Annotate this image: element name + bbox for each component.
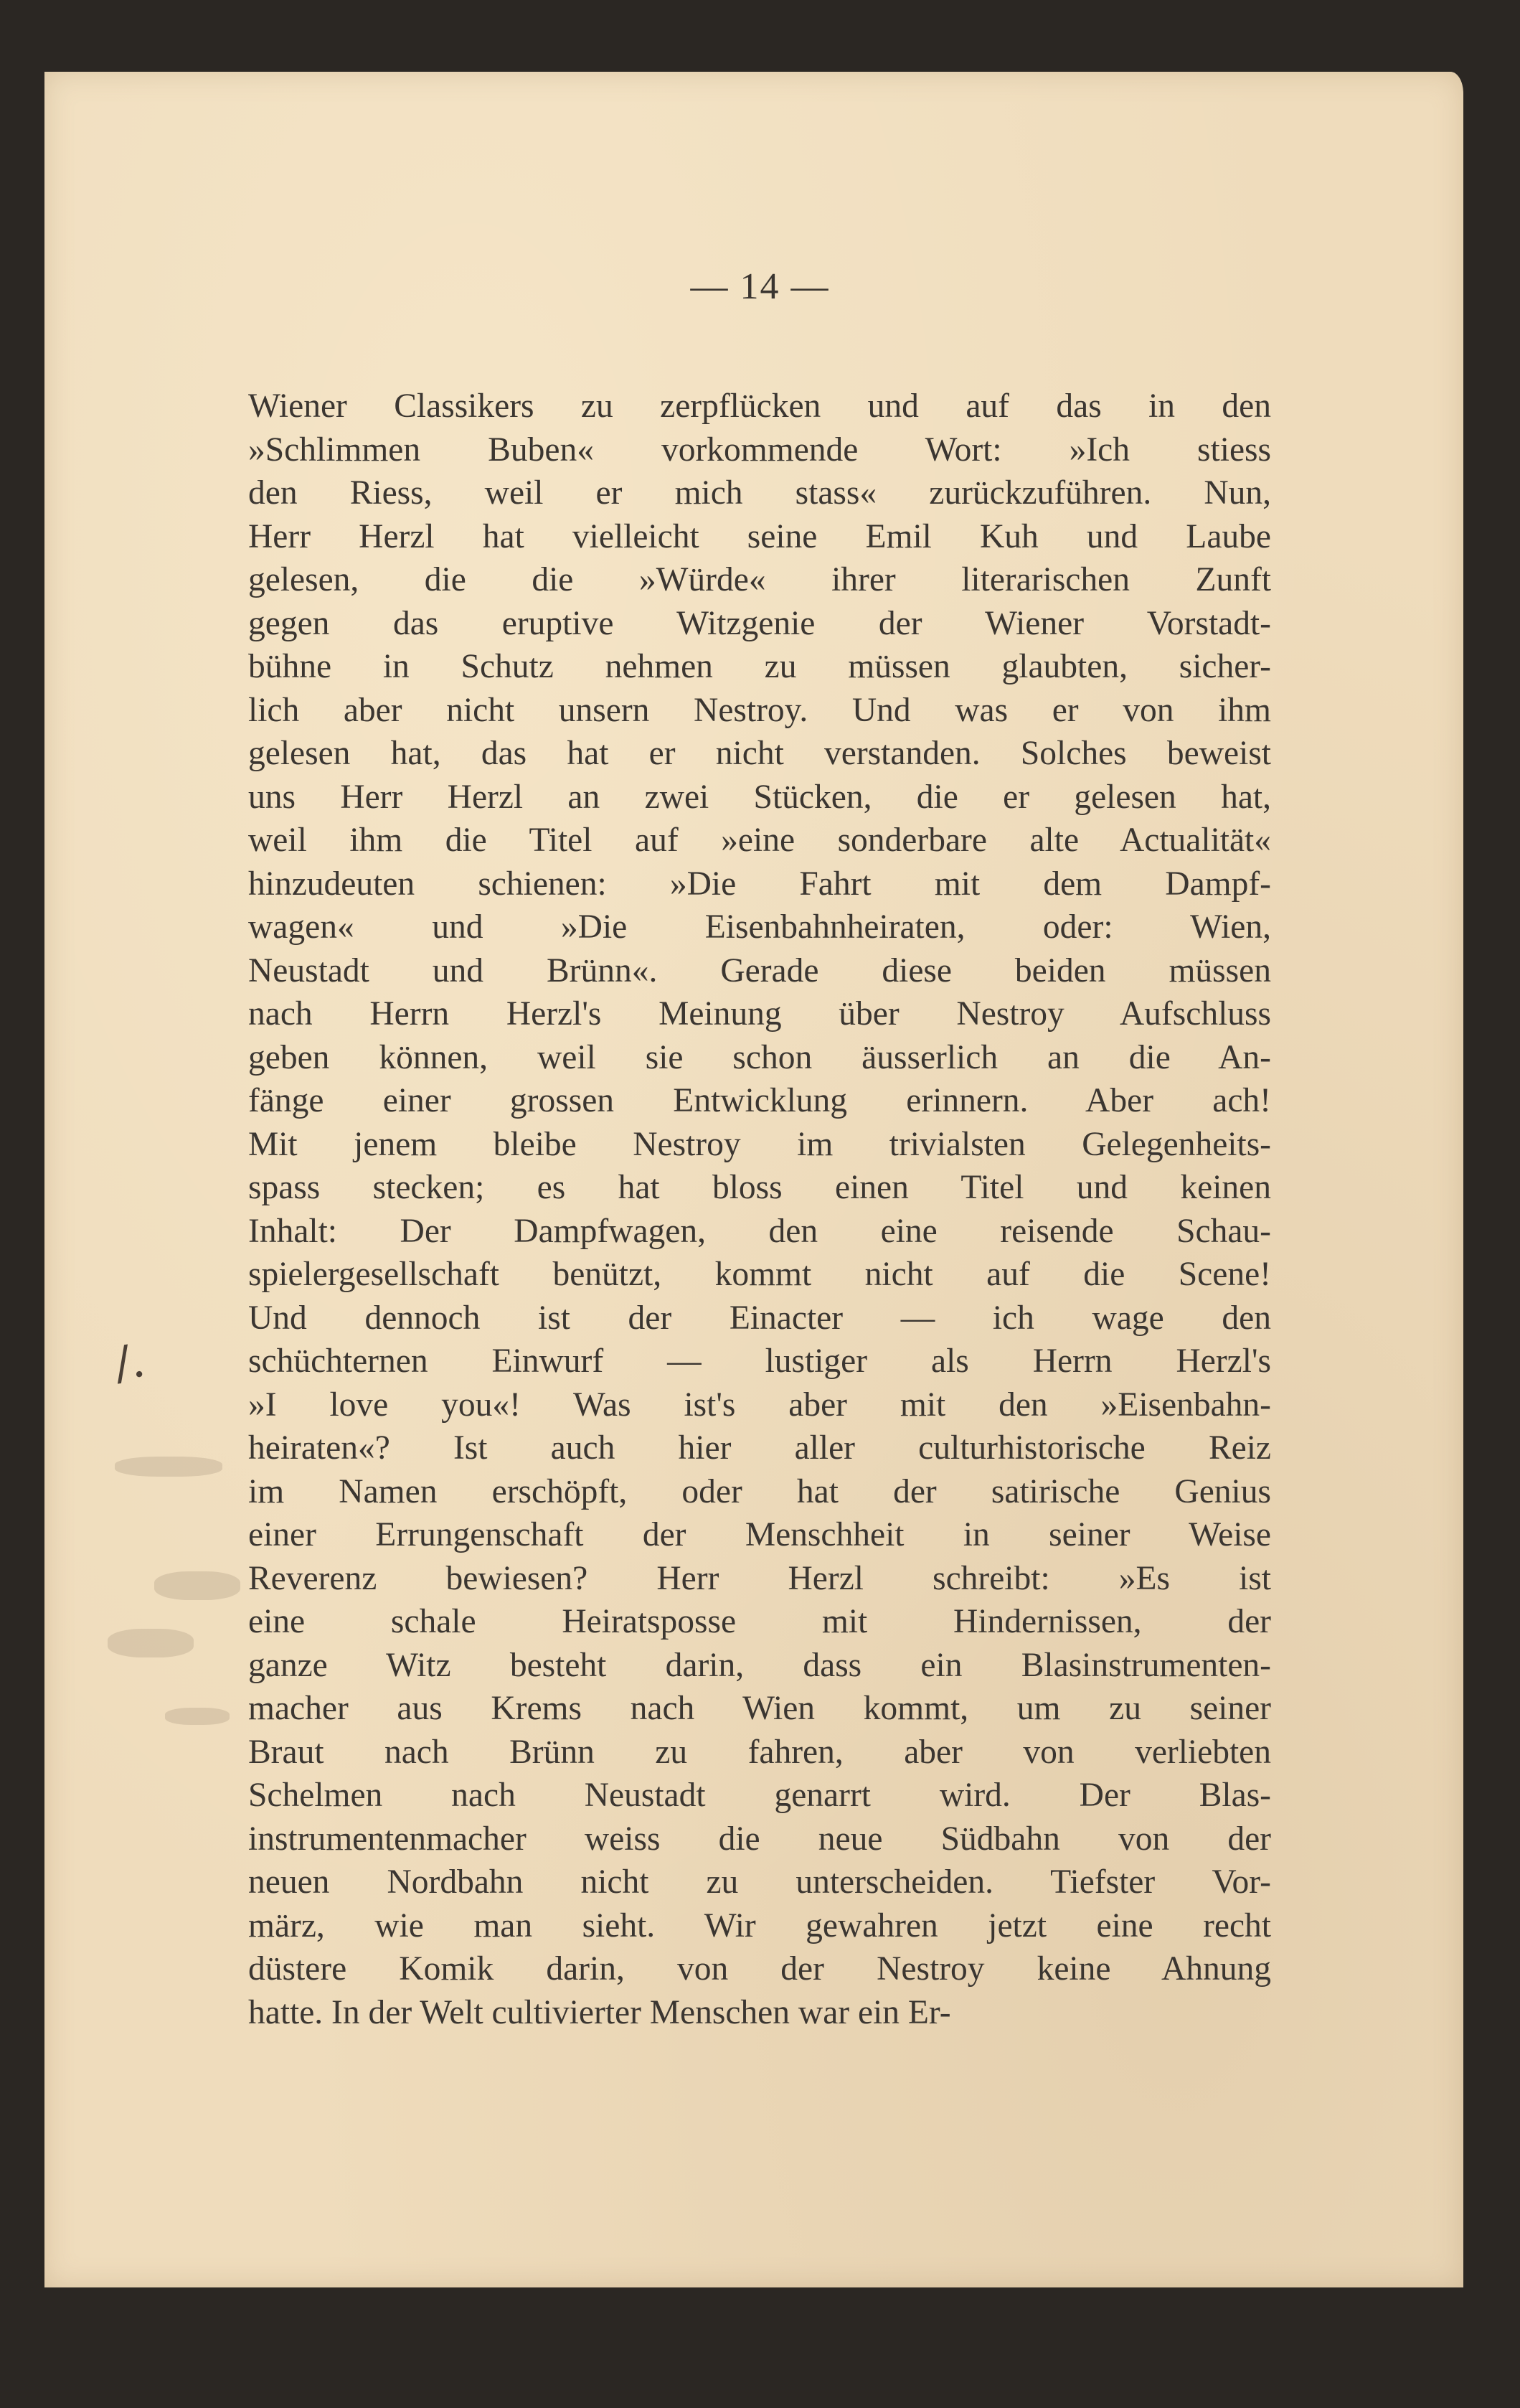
text-line: Braut nach Brünn zu fahren, aber von verliebten [248,1733,1271,1771]
text-line: hatte. In der Welt cultivierter Menschen war ein Er- [248,1993,951,2031]
text-line: uns Herr Herzl an zwei Stücken, die er gelesen hat, [248,778,1271,816]
text-line: gelesen hat, das hat er nicht verstanden. Solches beweist [248,735,1271,772]
text-line: instrumentenmacher weiss die neue Südbahn von der [248,1820,1271,1858]
page-number: — 14 — [690,266,830,307]
pencil-smudge [108,1629,194,1657]
text-line: weil ihm die Titel auf »eine sonderbare alte Actualität« [248,822,1271,859]
margin-annotation: /. [111,1334,148,1391]
text-line: märz, wie man sieht. Wir gewahren jetzt eine recht [248,1906,1271,1944]
text-line: Schelmen nach Neustadt genarrt wird. Der Blas- [248,1777,1271,1814]
text-line: Mit jenem bleibe Nestroy im trivialsten Gelegenheits- [248,1125,1271,1163]
pencil-smudge [154,1571,240,1600]
text-line: lich aber nicht unsern Nestroy. Und was er von ihm [248,691,1271,729]
pencil-smudge [165,1708,230,1725]
text-line: Herr Herzl hat vielleicht seine Emil Kuh und Laube [248,517,1271,555]
text-line: im Namen erschöpft, oder hat der satirische Genius [248,1472,1271,1510]
text-line: Neustadt und Brünn«. Gerade diese beiden müssen [248,951,1271,989]
text-line: den Riess, weil er mich stass« zurückzuführen. Nun, [248,474,1271,512]
text-line: gelesen, die die »Würde« ihrer literarischen Zunft [248,561,1271,598]
text-line: bühne in Schutz nehmen zu müssen glaubten, sicher- [248,648,1271,685]
text-line: Reverenz bewiesen? Herr Herzl schreibt: »Es ist [248,1559,1271,1597]
text-line: hinzudeuten schienen: »Die Fahrt mit dem Dampf- [248,865,1271,903]
text-line: ganze Witz besteht darin, dass ein Blasinstrumenten- [248,1646,1271,1684]
text-line: fänge einer grossen Entwicklung erinnern. Aber ach! [248,1082,1271,1119]
text-line: »Schlimmen Buben« vorkommende Wort: »Ich stiess [248,431,1271,469]
text-line: nach Herrn Herzl's Meinung über Nestroy Aufschluss [248,995,1271,1033]
text-line: gegen das eruptive Witzgenie der Wiener Vorstadt- [248,604,1271,642]
text-line: düstere Komik darin, von der Nestroy keine Ahnung [248,1950,1271,1988]
text-line: Und dennoch ist der Einacter — ich wage den [248,1299,1271,1337]
text-line: Wiener Classikers zu zerpflücken und auf das in den [248,387,1271,425]
text-line: neuen Nordbahn nicht zu unterscheiden. Tiefster Vor- [248,1863,1271,1901]
text-line: »I love you«! Was ist's aber mit den »Eisenbahn- [248,1386,1271,1424]
pencil-smudge [115,1457,222,1477]
text-line: spielergesellschaft benützt, kommt nicht auf die Scene! [248,1256,1271,1293]
text-line: einer Errungenschaft der Menschheit in seiner Weise [248,1516,1271,1553]
text-line: geben können, weil sie schon äusserlich an die An- [248,1038,1271,1076]
body-text [248,385,1271,2034]
text-line: schüchternen Einwurf — lustiger als Herrn Herzl's [248,1342,1271,1380]
text-line: macher aus Krems nach Wien kommt, um zu seiner [248,1690,1271,1727]
text-line: eine schale Heiratsposse mit Hindernissen, der [248,1603,1271,1640]
text-line: heiraten«? Ist auch hier aller culturhistorische Reiz [248,1429,1271,1467]
text-line: Inhalt: Der Dampfwagen, den eine reisende Schau- [248,1212,1271,1250]
text-line: wagen« und »Die Eisenbahnheiraten, oder: Wien, [248,908,1271,946]
text-line: spass stecken; es hat bloss einen Titel und keinen [248,1169,1271,1206]
